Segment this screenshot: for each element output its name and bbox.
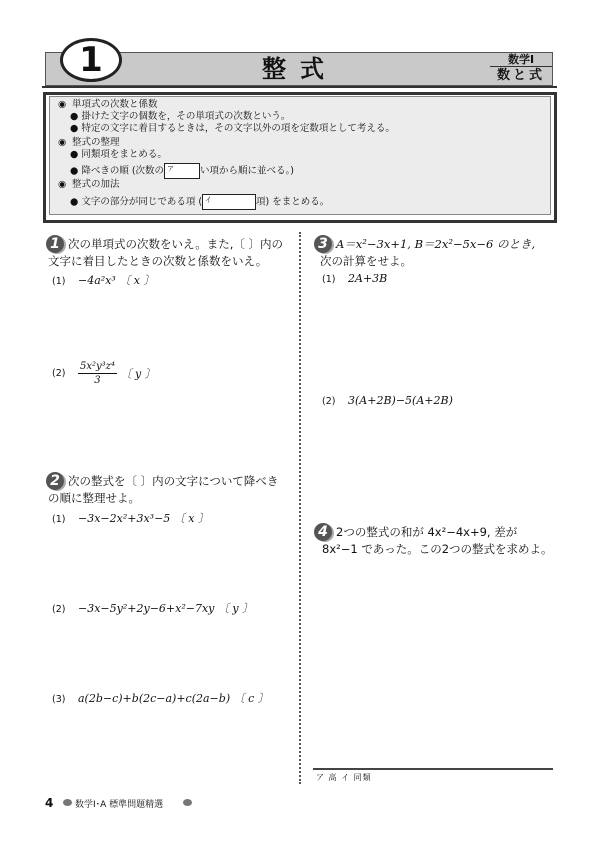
footer-bullet-icon — [63, 799, 72, 806]
problem-1-item-1: (1) −4a²x³ 〔 x 〕 — [52, 274, 155, 287]
header-underline — [42, 86, 557, 88]
problem-4-text-line1: 2つの整式の和が 4x²−4x+9, 差が — [336, 525, 518, 539]
summary-line: ● 特定の文字に着目するときは，その文字以外の項を定数項として考える。 — [70, 123, 395, 134]
book-title: 数学Ⅰ･A 標準問題精選 — [75, 800, 164, 810]
problem-number-1: 1 — [46, 235, 64, 253]
column-divider — [299, 232, 301, 784]
summary-heading: ◉ 整式の整理 — [58, 137, 120, 148]
summary-box-inner — [49, 96, 551, 215]
summary-line: ● 文字の部分が同じである項 ( イ 項) をまとめる。 — [70, 194, 329, 210]
problem-number-2: 2 — [46, 472, 64, 490]
summary-line: ● 降べきの順 (次数の ア い項から順に並べる。) — [70, 163, 294, 179]
page-number: 4 — [45, 796, 54, 810]
answer-blank-a[interactable]: ア — [164, 163, 200, 179]
summary-heading: ◉ 整式の加法 — [58, 179, 120, 190]
answer-key-rule — [313, 768, 553, 770]
problem-number-3: 3 — [314, 235, 332, 253]
page-title: 整式 — [262, 55, 338, 83]
summary-heading: ◉ 単項式の次数と係数 — [58, 99, 158, 110]
problem-1-text-line1: 次の単項式の次数をいえ。また,〔 〕内の — [68, 237, 283, 251]
problem-3-item-2: (2) 3(A+2B)−5(A+2B) — [322, 394, 453, 407]
problem-number-4: 4 — [314, 523, 332, 541]
footer-bullet-icon — [183, 799, 192, 806]
subject-label: 数学Ⅰ — [490, 53, 552, 67]
problem-2-text-line2: の順に整理せよ。 — [48, 491, 140, 505]
fraction: $\frac{\text{5x²y³z⁴}}{3}$ — [80, 361, 115, 386]
problem-2-item-1: (1) −3x−2x²+3x³−5 〔 x 〕 — [52, 512, 209, 525]
problem-4-text-line2: 8x²−1 であった。この2つの整式を求めよ。 — [322, 542, 553, 556]
problem-3-text-line2: 次の計算をせよ。 — [320, 254, 412, 268]
problem-2-item-3: (3) a(2b−c)+b(2c−a)+c(2a−b) 〔 c 〕 — [52, 692, 269, 705]
problem-3-text-line1: A＝x²−3x+1, B＝2x²−5x−6 のとき, — [336, 237, 536, 251]
summary-line: ● 同類項をまとめる。 — [70, 149, 167, 160]
problem-1-text-line2: 文字に着目したときの次数と係数をいえ。 — [48, 254, 268, 268]
problem-2-text-line1: 次の整式を〔 〕内の文字について降べき — [68, 474, 279, 488]
unit-label: 数と式 — [496, 68, 545, 83]
problem-3-item-1: (1) 2A+3B — [322, 272, 388, 285]
answer-key: ア 高 イ 同類 — [316, 773, 372, 782]
summary-line: ● 掛けた文字の個数を，その単項式の次数という。 — [70, 111, 291, 122]
answer-blank-i[interactable]: イ — [202, 194, 256, 210]
chapter-number: 1 — [60, 38, 122, 82]
problem-2-item-2: (2) −3x−5y²+2y−6+x²−7xy 〔 y 〕 — [52, 602, 254, 615]
problem-1-item-2: (2) $\frac{\text{5x²y³z⁴}}{3}$ 〔 y 〕 — [52, 361, 156, 386]
